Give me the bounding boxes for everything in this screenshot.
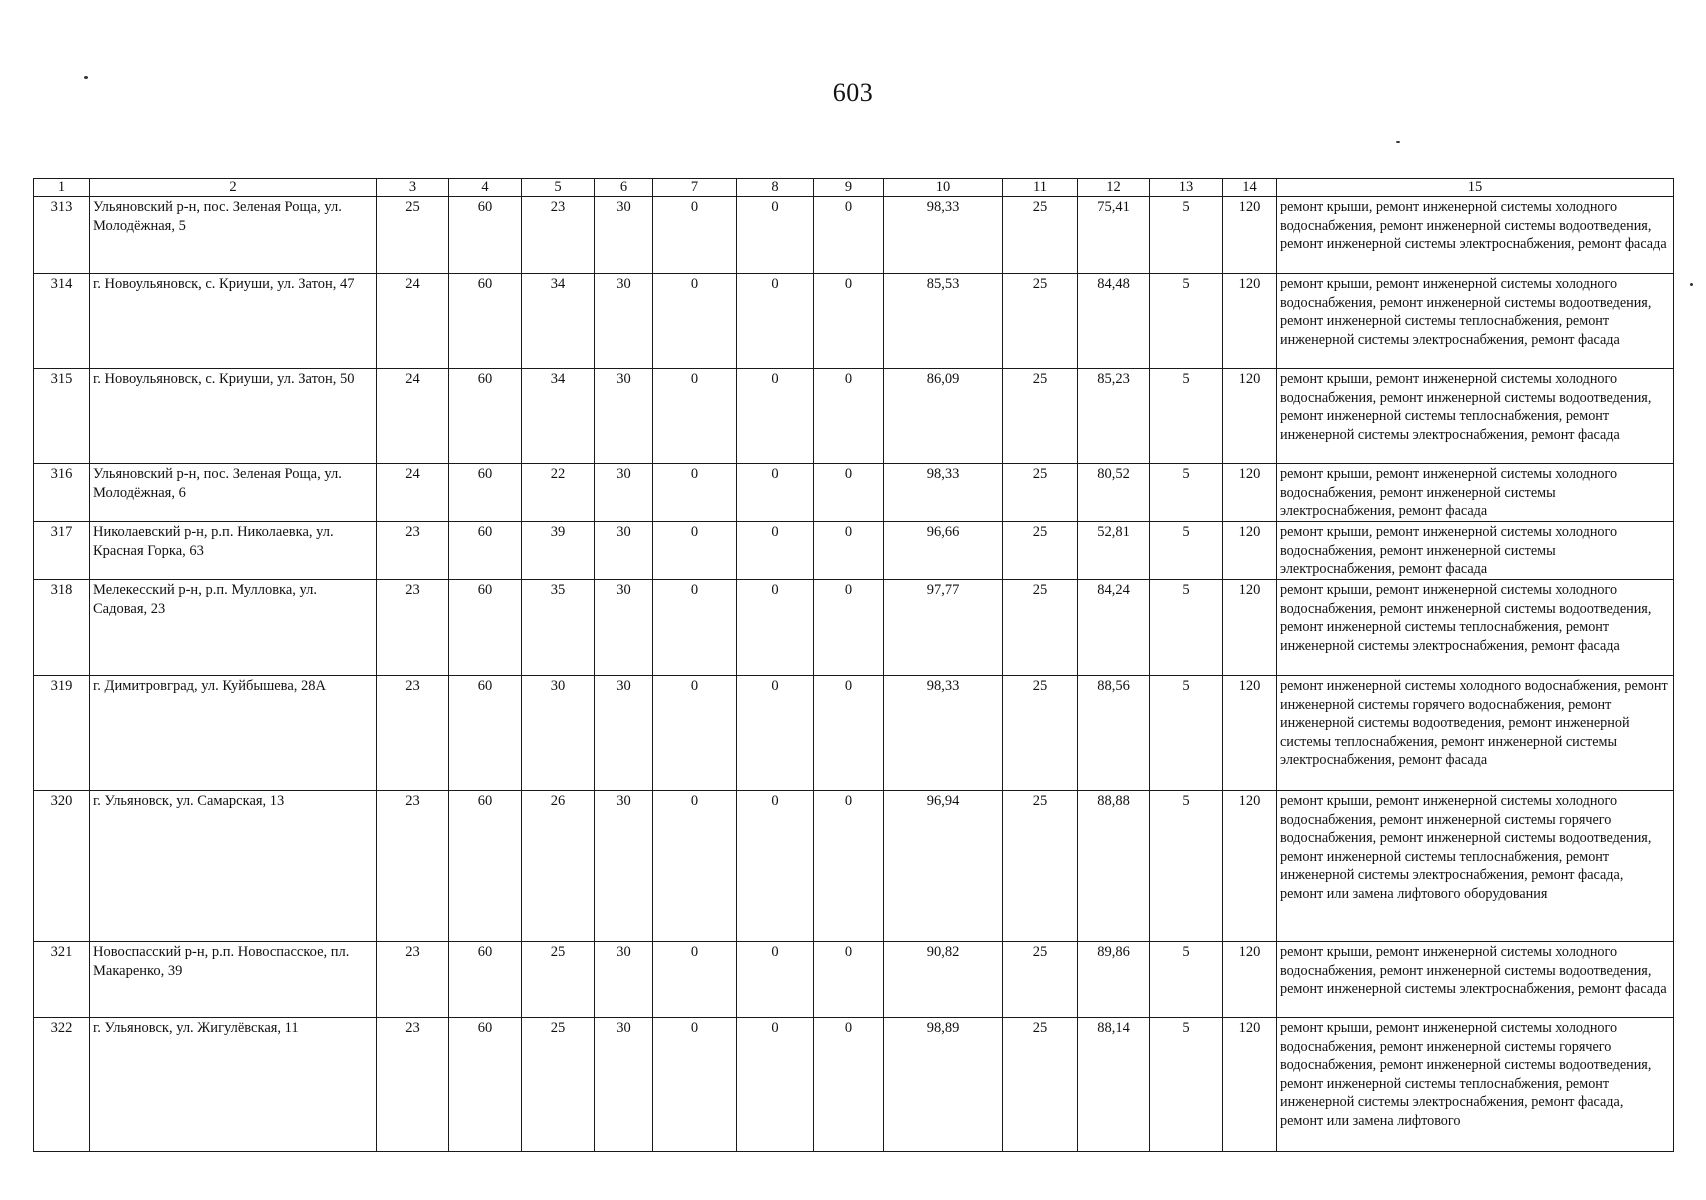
row-number: 317: [34, 522, 90, 580]
cell-col14: 120: [1223, 580, 1277, 676]
cell-col7: 0: [653, 197, 737, 274]
cell-col9: 0: [814, 942, 884, 1018]
column-header: 12: [1078, 179, 1150, 197]
address-cell: г. Новоульяновск, с. Криуши, ул. Затон, 47: [90, 274, 377, 369]
cell-col7: 0: [653, 580, 737, 676]
cell-col14: 120: [1223, 274, 1277, 369]
column-header: 9: [814, 179, 884, 197]
table-row: [34, 197, 1674, 274]
cell-col8: 0: [737, 369, 814, 464]
works-cell: ремонт крыши, ремонт инженерной системы холодного водоснабжения, ремонт инженерной системы водоотведения, ремонт инженерной системы теплоснабжения, ремонт инженерной системы электроснабжения, ремонт фасада: [1277, 369, 1674, 464]
row-number: 318: [34, 580, 90, 676]
cell-col10: 98,33: [884, 676, 1003, 791]
cell-col10: 90,82: [884, 942, 1003, 1018]
cell-col11: 25: [1003, 522, 1078, 580]
cell-col7: 0: [653, 1018, 737, 1152]
column-header: 11: [1003, 179, 1078, 197]
cell-col4: 60: [449, 464, 522, 522]
cell-col5: 30: [522, 676, 595, 791]
column-header: 2: [90, 179, 377, 197]
cell-col9: 0: [814, 1018, 884, 1152]
column-header: 13: [1150, 179, 1223, 197]
cell-col13: 5: [1150, 1018, 1223, 1152]
cell-col10: 98,89: [884, 1018, 1003, 1152]
cell-col6: 30: [595, 522, 653, 580]
cell-col9: 0: [814, 274, 884, 369]
cell-col4: 60: [449, 676, 522, 791]
column-header: 8: [737, 179, 814, 197]
row-number: 322: [34, 1018, 90, 1152]
cell-col9: 0: [814, 522, 884, 580]
cell-col3: 23: [377, 580, 449, 676]
cell-col13: 5: [1150, 369, 1223, 464]
cell-col10: 98,33: [884, 197, 1003, 274]
cell-col13: 5: [1150, 580, 1223, 676]
cell-col3: 24: [377, 274, 449, 369]
cell-col11: 25: [1003, 676, 1078, 791]
cell-col12: 80,52: [1078, 464, 1150, 522]
cell-col9: 0: [814, 580, 884, 676]
cell-col14: 120: [1223, 369, 1277, 464]
cell-col5: 26: [522, 791, 595, 942]
cell-col14: 120: [1223, 197, 1277, 274]
cell-col3: 23: [377, 791, 449, 942]
cell-col12: 88,56: [1078, 676, 1150, 791]
cell-col13: 5: [1150, 522, 1223, 580]
cell-col3: 23: [377, 1018, 449, 1152]
housing-repair-table: [33, 178, 1674, 1152]
cell-col11: 25: [1003, 1018, 1078, 1152]
cell-col7: 0: [653, 369, 737, 464]
cell-col6: 30: [595, 369, 653, 464]
row-number: 313: [34, 197, 90, 274]
cell-col12: 88,14: [1078, 1018, 1150, 1152]
cell-col7: 0: [653, 676, 737, 791]
works-cell: ремонт крыши, ремонт инженерной системы холодного водоснабжения, ремонт инженерной системы электроснабжения, ремонт фасада: [1277, 522, 1674, 580]
cell-col9: 0: [814, 464, 884, 522]
address-cell: Мелекесский р-н, р.п. Мулловка, ул. Садовая, 23: [90, 580, 377, 676]
cell-col10: 96,66: [884, 522, 1003, 580]
cell-col5: 22: [522, 464, 595, 522]
scan-speck: [84, 76, 88, 79]
cell-col9: 0: [814, 676, 884, 791]
cell-col7: 0: [653, 942, 737, 1018]
column-header: 3: [377, 179, 449, 197]
cell-col3: 23: [377, 942, 449, 1018]
cell-col5: 25: [522, 942, 595, 1018]
cell-col12: 52,81: [1078, 522, 1150, 580]
cell-col5: 39: [522, 522, 595, 580]
table-row: [34, 522, 1674, 580]
works-cell: ремонт крыши, ремонт инженерной системы холодного водоснабжения, ремонт инженерной системы водоотведения, ремонт инженерной системы теплоснабжения, ремонт инженерной системы электроснабжения, ремонт фасада: [1277, 580, 1674, 676]
cell-col9: 0: [814, 369, 884, 464]
page-number: 603: [832, 78, 874, 107]
cell-col7: 0: [653, 464, 737, 522]
cell-col3: 25: [377, 197, 449, 274]
address-cell: Новоспасский р-н, р.п. Новоспасское, пл. Макаренко, 39: [90, 942, 377, 1018]
cell-col11: 25: [1003, 197, 1078, 274]
works-cell: ремонт крыши, ремонт инженерной системы холодного водоснабжения, ремонт инженерной системы горячего водоснабжения, ремонт инженерной системы водоотведения, ремонт инженерной системы теплоснабжения, ремонт инженерной системы электроснабжения, ремонт фасада, ремонт или замена лифтового оборудования: [1277, 791, 1674, 942]
table-row: [34, 369, 1674, 464]
row-number: 316: [34, 464, 90, 522]
cell-col13: 5: [1150, 197, 1223, 274]
cell-col7: 0: [653, 274, 737, 369]
cell-col4: 60: [449, 580, 522, 676]
address-cell: Ульяновский р-н, пос. Зеленая Роща, ул. Молодёжная, 6: [90, 464, 377, 522]
column-header: 10: [884, 179, 1003, 197]
column-number-row: [34, 179, 1674, 197]
column-header: 7: [653, 179, 737, 197]
address-cell: г. Ульяновск, ул. Жигулёвская, 11: [90, 1018, 377, 1152]
table-row: [34, 942, 1674, 1018]
cell-col11: 25: [1003, 274, 1078, 369]
cell-col11: 25: [1003, 369, 1078, 464]
cell-col5: 25: [522, 1018, 595, 1152]
cell-col8: 0: [737, 942, 814, 1018]
cell-col10: 96,94: [884, 791, 1003, 942]
cell-col12: 75,41: [1078, 197, 1150, 274]
address-cell: Ульяновский р-н, пос. Зеленая Роща, ул. Молодёжная, 5: [90, 197, 377, 274]
cell-col4: 60: [449, 369, 522, 464]
column-header: 14: [1223, 179, 1277, 197]
cell-col5: 35: [522, 580, 595, 676]
works-cell: ремонт крыши, ремонт инженерной системы холодного водоснабжения, ремонт инженерной системы электроснабжения, ремонт фасада: [1277, 464, 1674, 522]
cell-col14: 120: [1223, 791, 1277, 942]
cell-col7: 0: [653, 791, 737, 942]
cell-col4: 60: [449, 197, 522, 274]
works-cell: ремонт крыши, ремонт инженерной системы холодного водоснабжения, ремонт инженерной системы водоотведения, ремонт инженерной системы теплоснабжения, ремонт инженерной системы электроснабжения, ремонт фасада: [1277, 274, 1674, 369]
cell-col4: 60: [449, 791, 522, 942]
address-cell: Николаевский р-н, р.п. Николаевка, ул. Красная Горка, 63: [90, 522, 377, 580]
cell-col3: 24: [377, 369, 449, 464]
row-number: 315: [34, 369, 90, 464]
column-header: 4: [449, 179, 522, 197]
cell-col5: 34: [522, 369, 595, 464]
works-cell: ремонт крыши, ремонт инженерной системы холодного водоснабжения, ремонт инженерной системы водоотведения, ремонт инженерной системы электроснабжения, ремонт фасада: [1277, 942, 1674, 1018]
cell-col10: 86,09: [884, 369, 1003, 464]
cell-col11: 25: [1003, 942, 1078, 1018]
cell-col12: 85,23: [1078, 369, 1150, 464]
cell-col4: 60: [449, 1018, 522, 1152]
table-row: [34, 274, 1674, 369]
cell-col8: 0: [737, 464, 814, 522]
cell-col12: 84,24: [1078, 580, 1150, 676]
cell-col8: 0: [737, 676, 814, 791]
table-row: [34, 791, 1674, 942]
cell-col14: 120: [1223, 522, 1277, 580]
cell-col10: 97,77: [884, 580, 1003, 676]
cell-col11: 25: [1003, 791, 1078, 942]
cell-col8: 0: [737, 274, 814, 369]
cell-col6: 30: [595, 580, 653, 676]
table-row: [34, 1018, 1674, 1152]
cell-col7: 0: [653, 522, 737, 580]
cell-col11: 25: [1003, 464, 1078, 522]
cell-col13: 5: [1150, 676, 1223, 791]
cell-col4: 60: [449, 942, 522, 1018]
cell-col5: 34: [522, 274, 595, 369]
cell-col11: 25: [1003, 580, 1078, 676]
cell-col6: 30: [595, 676, 653, 791]
row-number: 320: [34, 791, 90, 942]
works-cell: ремонт инженерной системы холодного водоснабжения, ремонт инженерной системы горячего водоснабжения, ремонт инженерной системы водоотведения, ремонт инженерной системы теплоснабжения, ремонт инженерной системы электроснабжения, ремонт фасада: [1277, 676, 1674, 791]
cell-col13: 5: [1150, 274, 1223, 369]
row-number: 321: [34, 942, 90, 1018]
cell-col6: 30: [595, 464, 653, 522]
cell-col8: 0: [737, 1018, 814, 1152]
address-cell: г. Димитровград, ул. Куйбышева, 28А: [90, 676, 377, 791]
works-cell: ремонт крыши, ремонт инженерной системы холодного водоснабжения, ремонт инженерной системы водоотведения, ремонт инженерной системы электроснабжения, ремонт фасада: [1277, 197, 1674, 274]
cell-col8: 0: [737, 522, 814, 580]
column-header: 6: [595, 179, 653, 197]
row-number: 314: [34, 274, 90, 369]
column-header: 1: [34, 179, 90, 197]
cell-col12: 89,86: [1078, 942, 1150, 1018]
cell-col6: 30: [595, 1018, 653, 1152]
cell-col13: 5: [1150, 791, 1223, 942]
cell-col13: 5: [1150, 464, 1223, 522]
row-number: 319: [34, 676, 90, 791]
cell-col8: 0: [737, 580, 814, 676]
column-header: 5: [522, 179, 595, 197]
cell-col14: 120: [1223, 676, 1277, 791]
cell-col14: 120: [1223, 464, 1277, 522]
cell-col14: 120: [1223, 1018, 1277, 1152]
cell-col14: 120: [1223, 942, 1277, 1018]
cell-col6: 30: [595, 197, 653, 274]
cell-col13: 5: [1150, 942, 1223, 1018]
cell-col10: 98,33: [884, 464, 1003, 522]
cell-col9: 0: [814, 197, 884, 274]
table-row: [34, 464, 1674, 522]
cell-col6: 30: [595, 942, 653, 1018]
column-header: 15: [1277, 179, 1674, 197]
cell-col8: 0: [737, 791, 814, 942]
cell-col4: 60: [449, 522, 522, 580]
table-row: [34, 676, 1674, 791]
cell-col8: 0: [737, 197, 814, 274]
address-cell: г. Ульяновск, ул. Самарская, 13: [90, 791, 377, 942]
cell-col6: 30: [595, 791, 653, 942]
cell-col10: 85,53: [884, 274, 1003, 369]
cell-col3: 23: [377, 676, 449, 791]
cell-col3: 23: [377, 522, 449, 580]
cell-col5: 23: [522, 197, 595, 274]
cell-col4: 60: [449, 274, 522, 369]
table-row: [34, 580, 1674, 676]
works-cell: ремонт крыши, ремонт инженерной системы холодного водоснабжения, ремонт инженерной системы горячего водоснабжения, ремонт инженерной системы водоотведения, ремонт инженерной системы теплоснабжения, ремонт инженерной системы электроснабжения, ремонт фасада, ремонт или замена лифтового: [1277, 1018, 1674, 1152]
address-cell: г. Новоульяновск, с. Криуши, ул. Затон, 50: [90, 369, 377, 464]
scan-speck: [1396, 141, 1400, 143]
scan-speck: [1690, 283, 1693, 286]
cell-col3: 24: [377, 464, 449, 522]
cell-col12: 84,48: [1078, 274, 1150, 369]
cell-col6: 30: [595, 274, 653, 369]
cell-col9: 0: [814, 791, 884, 942]
cell-col12: 88,88: [1078, 791, 1150, 942]
